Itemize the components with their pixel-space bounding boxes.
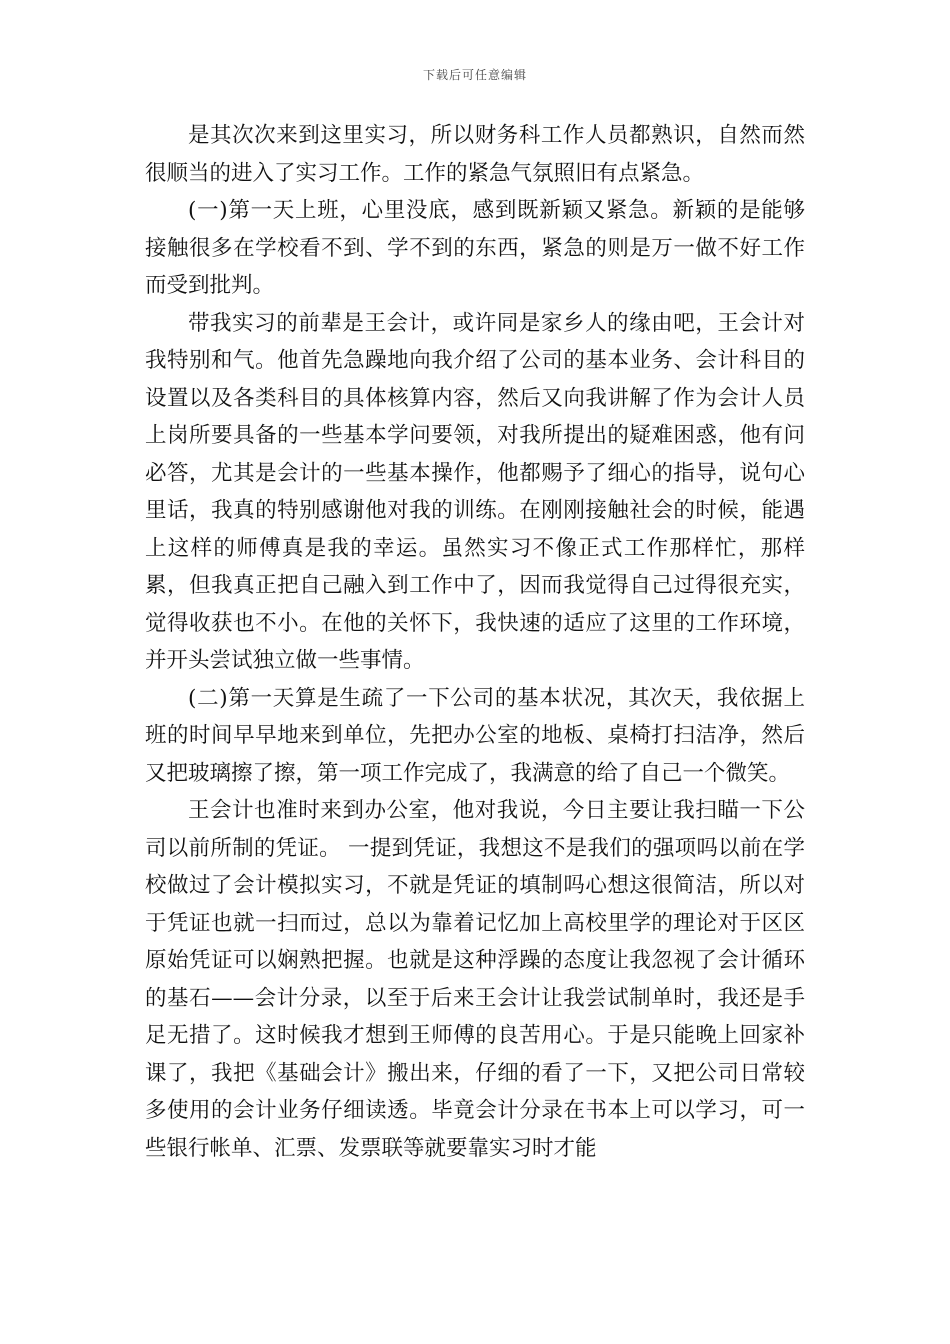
paragraph-3: 带我实习的前辈是王会计，或许同是家乡人的缘由吧，王会计对我特别和气。他首先急躁地向我介绍了公司的基本业务、会计科目的设置以及各类科目的具体核算内容，然后又向我讲解了作为会计人员上岗所要具备的一些基本学问要领，对我所提出的疑难困惑，他有问必答，尤其是会计的一些基本操作，他都赐予了细心的指导，说句心里话，我真的特别感谢他对我的训练。在刚刚接触社会的时候，能遇上这样的师傅真是我的幸运。虽然实习不像正式工作那样忙，那样累，但我真正把自己融入到工作中了，因而我觉得自己过得很充实，觉得收获也不小。在他的关怀下，我快速的适应了这里的工作环境，并开头尝试独立做一些事情。	[145, 310, 805, 673]
paragraph-1: 是其次次来到这里实习，所以财务科工作人员都熟识，自然而然很顺当的进入了实习工作。工作的紧急气氛照旧有点紧急。	[145, 123, 805, 186]
paragraph-4: (二)第一天算是生疏了一下公司的基本状况，其次天，我依据上班的时间早早地来到单位，先把办公室的地板、桌椅打扫洁净，然后又把玻璃擦了擦，第一项工作完成了，我满意的给了自己一个微笑。	[145, 685, 805, 786]
document-body	[145, 117, 805, 1167]
page-header: 下载后可任意编辑	[422, 68, 527, 82]
paragraph-2: (一)第一天上班，心里没底，感到既新颖又紧急。新颖的是能够接触很多在学校看不到、学不到的东西，紧急的则是万一做不好工作而受到批判。	[145, 198, 805, 298]
paragraph-5: 王会计也准时来到办公室，他对我说，今日主要让我扫瞄一下公司以前所制的凭证。 一提到凭证，我想这不是我们的强项吗以前在学校做过了会计模拟实习，不就是凭证的填制吗心想这很简洁，所以对于凭证也就一扫而过，总以为靠着记忆加上高校里学的理论对于区区原始凭证可以娴熟把握。也就是这种浮躁的态度让我忽视了会计循环的基石——会计分录，以至于后来王会计让我尝试制单时，我还是手足无措了。这时候我才想到王师傅的良苦用心。于是只能晚上回家补课了，我把《基础会计》搬出来，仔细的看了一下，又把公司日常较多使用的会计业务仔细读透。毕竟会计分录在书本上可以学习，可一些银行帐单、汇票、发票联等就要靠实习时才能	[145, 798, 805, 1161]
